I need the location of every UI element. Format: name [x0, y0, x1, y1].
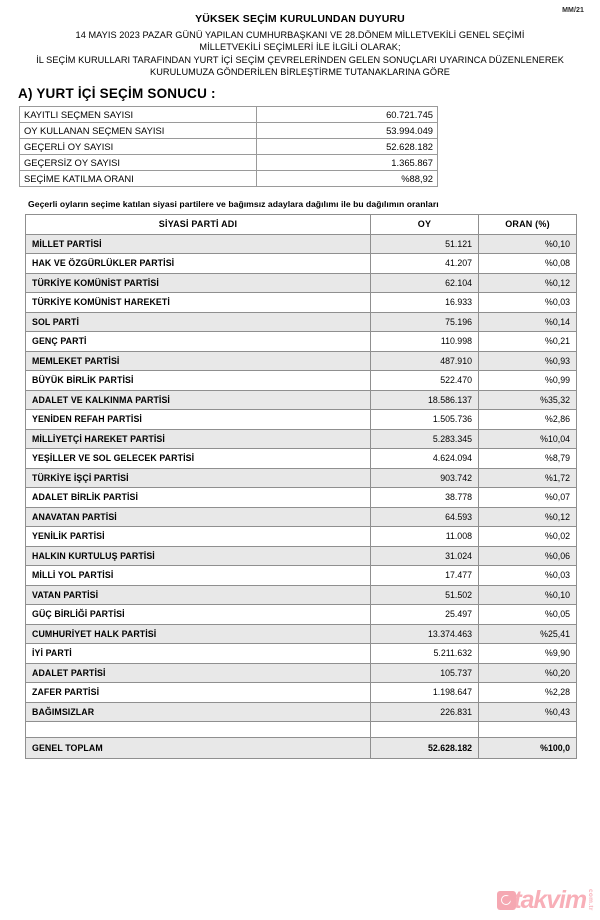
- party-ratio-cell: %0,10: [479, 234, 577, 254]
- subtitle-line-2: MİLLETVEKİLİ SEÇİMLERİ İLE İLGİLİ OLARAK;: [199, 42, 401, 53]
- party-votes-cell: 522.470: [371, 371, 479, 391]
- party-ratio-cell: %10,04: [479, 429, 577, 449]
- party-votes-cell: 17.477: [371, 566, 479, 586]
- party-ratio-cell: %0,03: [479, 566, 577, 586]
- parties-table-head: [26, 215, 577, 235]
- table-row: [26, 254, 577, 274]
- party-name-cell: SOL PARTİ: [26, 312, 371, 332]
- table-row: [26, 371, 577, 391]
- party-votes-cell: 110.998: [371, 332, 479, 352]
- spacer-cell: [26, 722, 371, 738]
- party-name-cell: YENİLİK PARTİSİ: [26, 527, 371, 547]
- summary-table-body: [20, 107, 438, 187]
- watermark-label: takvim: [513, 886, 586, 914]
- document-code: MM/21: [562, 7, 584, 14]
- summary-row-value: 52.628.182: [257, 139, 438, 155]
- summary-row-value: %88,92: [257, 171, 438, 187]
- party-ratio-cell: %0,12: [479, 507, 577, 527]
- party-votes-cell: 51.121: [371, 234, 479, 254]
- party-votes-cell: 38.778: [371, 488, 479, 508]
- party-votes-cell: 5.211.632: [371, 644, 479, 664]
- summary-row: [20, 107, 438, 123]
- party-votes-cell: 105.737: [371, 663, 479, 683]
- party-name-cell: BÜYÜK BİRLİK PARTİSİ: [26, 371, 371, 391]
- subtitle-line-4: KURULUMUZA GÖNDERİLEN BİRLEŞTİRME TUTANAKLARINA GÖRE: [150, 66, 450, 77]
- party-name-cell: ADALET VE KALKINMA PARTİSİ: [26, 390, 371, 410]
- summary-row: [20, 155, 438, 171]
- summary-row-label: KAYITLI SEÇMEN SAYISI: [20, 107, 257, 123]
- document-header: [0, 0, 600, 78]
- party-name-cell: CUMHURİYET HALK PARTİSİ: [26, 624, 371, 644]
- party-votes-cell: 64.593: [371, 507, 479, 527]
- party-name-cell: TÜRKİYE KOMÜNİST PARTİSİ: [26, 273, 371, 293]
- table-row: [26, 507, 577, 527]
- party-name-cell: BAĞIMSIZLAR: [26, 702, 371, 722]
- party-name-cell: MİLLET PARTİSİ: [26, 234, 371, 254]
- party-name-cell: MİLLİYETÇİ HAREKET PARTİSİ: [26, 429, 371, 449]
- table-row: [26, 468, 577, 488]
- party-ratio-cell: %0,93: [479, 351, 577, 371]
- turkish-flag-icon: [497, 891, 516, 910]
- party-ratio-cell: %0,14: [479, 312, 577, 332]
- party-ratio-cell: %0,20: [479, 663, 577, 683]
- table-row: [26, 527, 577, 547]
- table-row: [26, 449, 577, 469]
- table-row: [26, 293, 577, 313]
- summary-row: [20, 123, 438, 139]
- column-header-ratio: ORAN (%): [479, 215, 577, 235]
- summary-row-value: 60.721.745: [257, 107, 438, 123]
- table-row: [26, 410, 577, 430]
- parties-table-caption: Geçerli oyların seçime katılan siyasi partilere ve bağımsız adaylara dağılımı ile bu dağılımın oranları: [28, 199, 439, 210]
- party-votes-cell: 75.196: [371, 312, 479, 332]
- party-votes-cell: 1.198.647: [371, 683, 479, 703]
- party-ratio-cell: %25,41: [479, 624, 577, 644]
- table-row: [26, 429, 577, 449]
- table-spacer-row: [26, 722, 577, 738]
- party-ratio-cell: %0,05: [479, 605, 577, 625]
- party-name-cell: GENÇ PARTİ: [26, 332, 371, 352]
- party-votes-cell: 226.831: [371, 702, 479, 722]
- party-votes-cell: 1.505.736: [371, 410, 479, 430]
- spacer-cell: [479, 722, 577, 738]
- party-votes-cell: 18.586.137: [371, 390, 479, 410]
- column-header-votes: OY: [371, 215, 479, 235]
- party-name-cell: TÜRKİYE KOMÜNİST HAREKETİ: [26, 293, 371, 313]
- party-ratio-cell: %8,79: [479, 449, 577, 469]
- party-name-cell: MİLLİ YOL PARTİSİ: [26, 566, 371, 586]
- party-ratio-cell: %0,03: [479, 293, 577, 313]
- parties-table-wrapper: [25, 214, 600, 759]
- party-name-cell: TÜRKİYE İŞÇİ PARTİSİ: [26, 468, 371, 488]
- party-name-cell: YEŞİLLER VE SOL GELECEK PARTİSİ: [26, 449, 371, 469]
- table-row: [26, 663, 577, 683]
- table-row: [26, 351, 577, 371]
- party-ratio-cell: %9,90: [479, 644, 577, 664]
- party-votes-cell: 31.024: [371, 546, 479, 566]
- party-name-cell: ANAVATAN PARTİSİ: [26, 507, 371, 527]
- page-title: YÜKSEK SEÇİM KURULUNDAN DUYURU: [195, 13, 405, 25]
- parties-header-row: [26, 215, 577, 235]
- party-name-cell: HAK VE ÖZGÜRLÜKLER PARTİSİ: [26, 254, 371, 274]
- party-votes-cell: 903.742: [371, 468, 479, 488]
- party-ratio-cell: %1,72: [479, 468, 577, 488]
- table-row: [26, 488, 577, 508]
- party-ratio-cell: %35,32: [479, 390, 577, 410]
- party-ratio-cell: %0,06: [479, 546, 577, 566]
- party-votes-cell: 51.502: [371, 585, 479, 605]
- summary-table-wrapper: [19, 106, 600, 187]
- party-ratio-cell: %2,86: [479, 410, 577, 430]
- party-votes-cell: 4.624.094: [371, 449, 479, 469]
- party-name-cell: ADALET PARTİSİ: [26, 663, 371, 683]
- table-row: [26, 273, 577, 293]
- party-votes-cell: 5.283.345: [371, 429, 479, 449]
- site-watermark: [497, 888, 594, 912]
- summary-row-value: 53.994.049: [257, 123, 438, 139]
- party-ratio-cell: %0,43: [479, 702, 577, 722]
- table-total-row: [26, 738, 577, 759]
- party-ratio-cell: %2,28: [479, 683, 577, 703]
- column-header-party-name: SİYASİ PARTİ ADI: [26, 215, 371, 235]
- table-row: [26, 390, 577, 410]
- parties-table: [25, 214, 577, 759]
- table-row: [26, 624, 577, 644]
- total-ratio-cell: %100,0: [479, 738, 577, 759]
- table-row: [26, 702, 577, 722]
- party-votes-cell: 62.104: [371, 273, 479, 293]
- summary-row-label: GEÇERSİZ OY SAYISI: [20, 155, 257, 171]
- summary-row-label: SEÇİME KATILMA ORANI: [20, 171, 257, 187]
- summary-row-value: 1.365.867: [257, 155, 438, 171]
- party-name-cell: VATAN PARTİSİ: [26, 585, 371, 605]
- party-ratio-cell: %0,02: [479, 527, 577, 547]
- subtitle-line-1: 14 MAYIS 2023 PAZAR GÜNÜ YAPILAN CUMHURBAŞKANI VE 28.DÖNEM MİLLETVEKİLİ GENEL SEÇİMİ: [75, 30, 525, 40]
- table-row: [26, 683, 577, 703]
- party-votes-cell: 41.207: [371, 254, 479, 274]
- table-row: [26, 605, 577, 625]
- party-votes-cell: 487.910: [371, 351, 479, 371]
- party-name-cell: YENİDEN REFAH PARTİSİ: [26, 410, 371, 430]
- watermark-tld: com.tr: [587, 889, 594, 911]
- party-ratio-cell: %0,21: [479, 332, 577, 352]
- table-row: [26, 546, 577, 566]
- party-name-cell: ZAFER PARTİSİ: [26, 683, 371, 703]
- summary-table: [19, 106, 438, 187]
- party-ratio-cell: %0,08: [479, 254, 577, 274]
- table-row: [26, 566, 577, 586]
- party-name-cell: ADALET BİRLİK PARTİSİ: [26, 488, 371, 508]
- summary-row: [20, 139, 438, 155]
- party-ratio-cell: %0,12: [479, 273, 577, 293]
- table-row: [26, 644, 577, 664]
- party-name-cell: HALKIN KURTULUŞ PARTİSİ: [26, 546, 371, 566]
- total-label-cell: GENEL TOPLAM: [26, 738, 371, 759]
- parties-table-body: [26, 234, 577, 759]
- party-name-cell: MEMLEKET PARTİSİ: [26, 351, 371, 371]
- party-ratio-cell: %0,99: [479, 371, 577, 391]
- table-row: [26, 312, 577, 332]
- party-name-cell: İYİ PARTİ: [26, 644, 371, 664]
- subtitle-line-3: İL SEÇİM KURULLARI TARAFINDAN YURT İÇİ SEÇİM ÇEVRELERİNDEN GELEN SONUÇLARI UYARINCA DÜZENLENEREK: [36, 54, 564, 65]
- table-row: [26, 234, 577, 254]
- table-row: [26, 332, 577, 352]
- section-title: A) YURT İÇİ SEÇİM SONUCU :: [18, 86, 216, 102]
- summary-row-label: GEÇERLİ OY SAYISI: [20, 139, 257, 155]
- party-name-cell: GÜÇ BİRLİĞİ PARTİSİ: [26, 605, 371, 625]
- party-ratio-cell: %0,10: [479, 585, 577, 605]
- table-row: [26, 585, 577, 605]
- summary-row: [20, 171, 438, 187]
- party-votes-cell: 16.933: [371, 293, 479, 313]
- summary-row-label: OY KULLANAN SEÇMEN SAYISI: [20, 123, 257, 139]
- party-votes-cell: 13.374.463: [371, 624, 479, 644]
- party-votes-cell: 11.008: [371, 527, 479, 547]
- party-ratio-cell: %0,07: [479, 488, 577, 508]
- spacer-cell: [371, 722, 479, 738]
- total-votes-cell: 52.628.182: [371, 738, 479, 759]
- party-votes-cell: 25.497: [371, 605, 479, 625]
